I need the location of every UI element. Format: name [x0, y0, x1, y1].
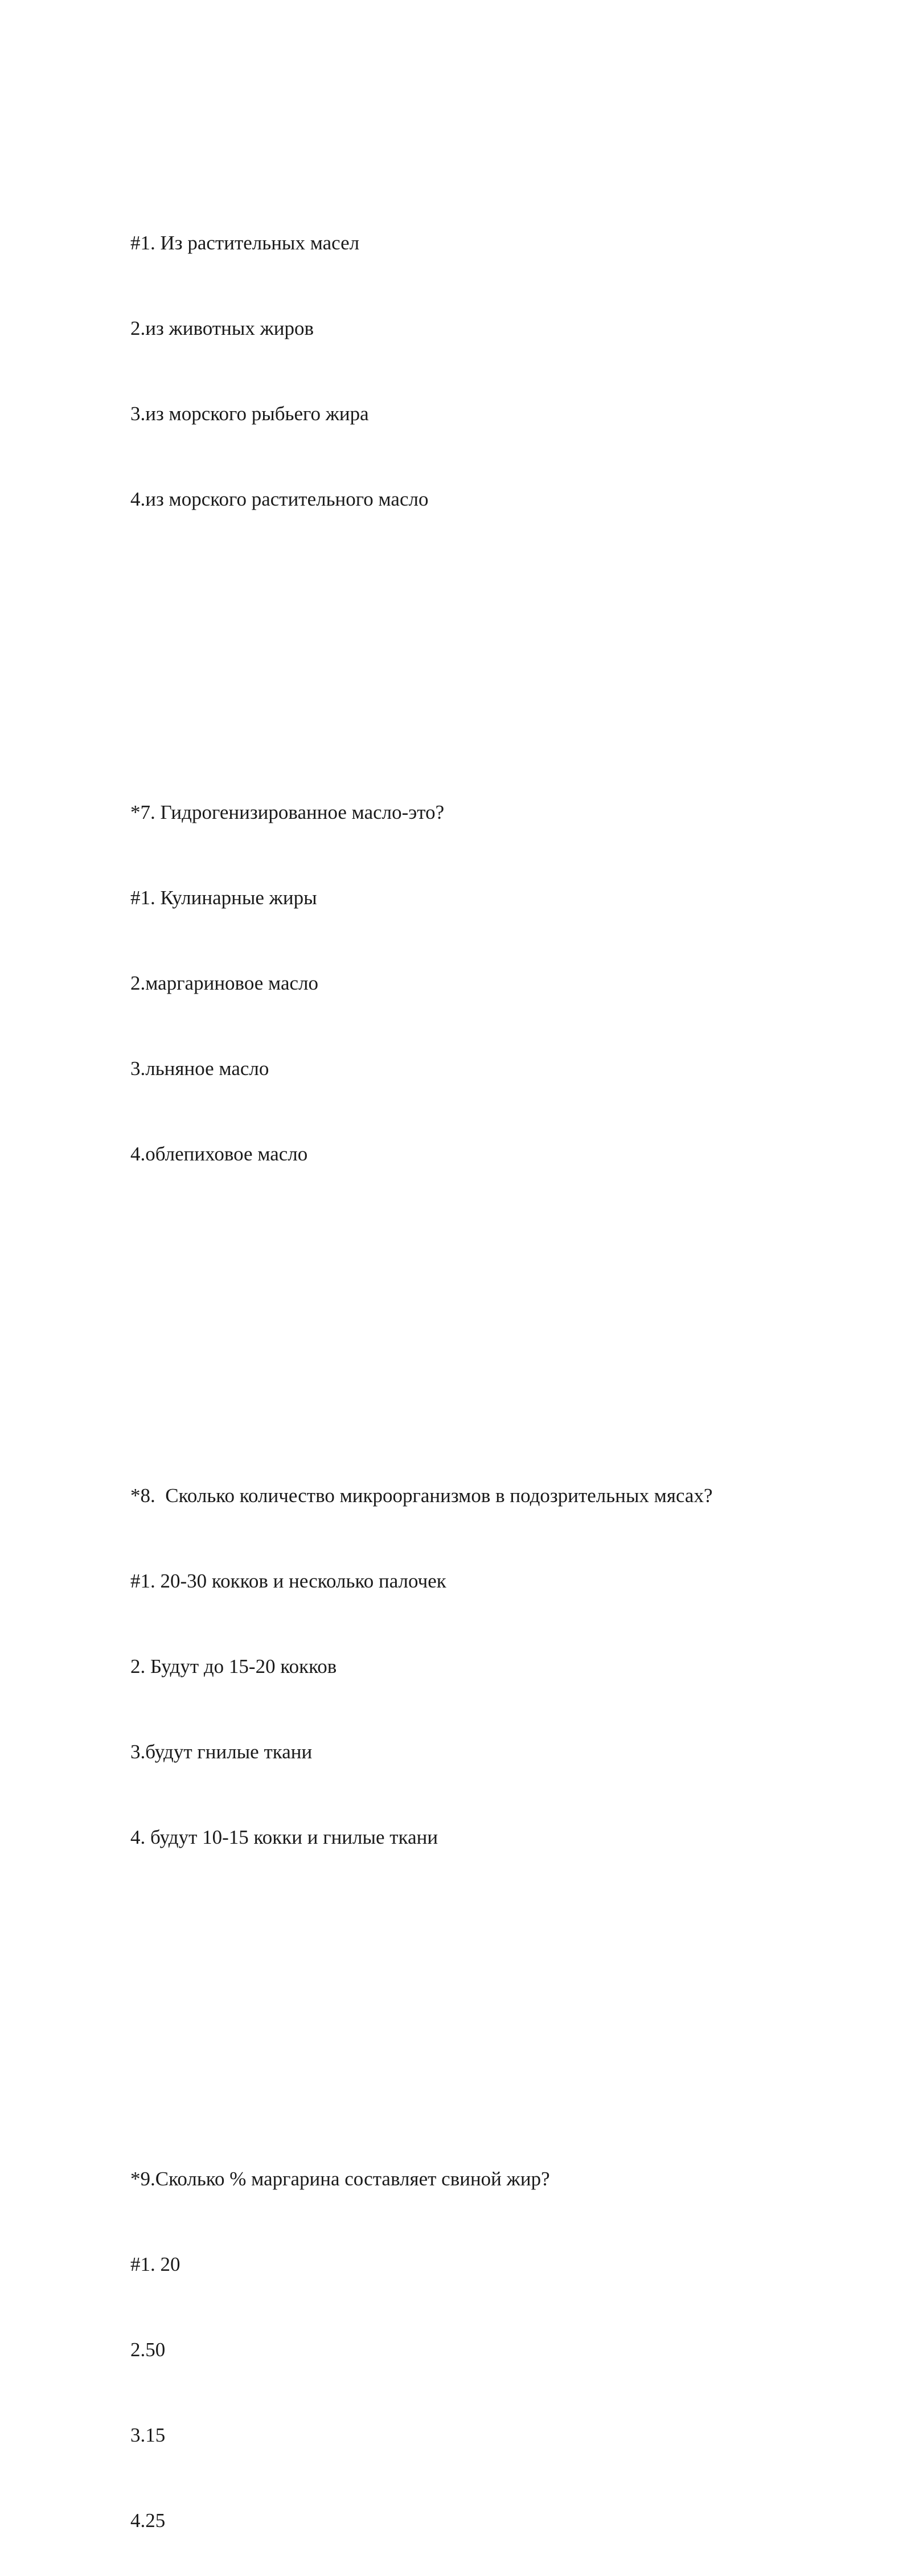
question-text: *9.Сколько % маргарина составляет свиной жир? — [130, 2168, 550, 2190]
answer-option: 4. будут 10-15 кокки и гнилые ткани — [130, 1826, 438, 1848]
answer-option: 3.льняное масло — [130, 1057, 269, 1080]
answer-option: 4.25 — [130, 2509, 166, 2532]
answer-option: 3.будут гнилые ткани — [130, 1741, 313, 1763]
answer-option: #1. 20-30 кокков и несколько палочек — [130, 1570, 446, 1592]
answer-option: 2. Будут до 15-20 кокков — [130, 1655, 337, 1677]
document-body — [130, 87, 814, 2576]
question-block-9 — [130, 2108, 814, 2576]
answer-block-1 — [130, 172, 814, 571]
answer-option: 4.из морского растительного масло — [130, 488, 429, 510]
spacer — [130, 627, 814, 656]
question-block-8 — [130, 1425, 814, 1909]
question-block-7 — [130, 741, 814, 1225]
answer-option: #1. Из растительных масел — [130, 232, 360, 254]
answer-option: 2.маргариновое масло — [130, 972, 318, 994]
spacer — [130, 1966, 814, 2023]
answer-option: 4.облепиховое масло — [130, 1143, 308, 1165]
answer-option: 2.из животных жиров — [130, 317, 314, 339]
answer-option: 2.50 — [130, 2339, 166, 2361]
answer-option: 3.из морского рыбьего жира — [130, 403, 369, 425]
question-text: *7. Гидрогенизированное масло-это? — [130, 801, 445, 823]
answer-option: 3.15 — [130, 2424, 166, 2446]
answer-option: #1. 20 — [130, 2253, 180, 2275]
answer-option: #1. Кулинарные жиры — [130, 887, 317, 909]
question-text: *8. Сколько количество микроорганизмов в подозрительных мясах? — [130, 1484, 713, 1507]
spacer — [130, 1282, 814, 1339]
